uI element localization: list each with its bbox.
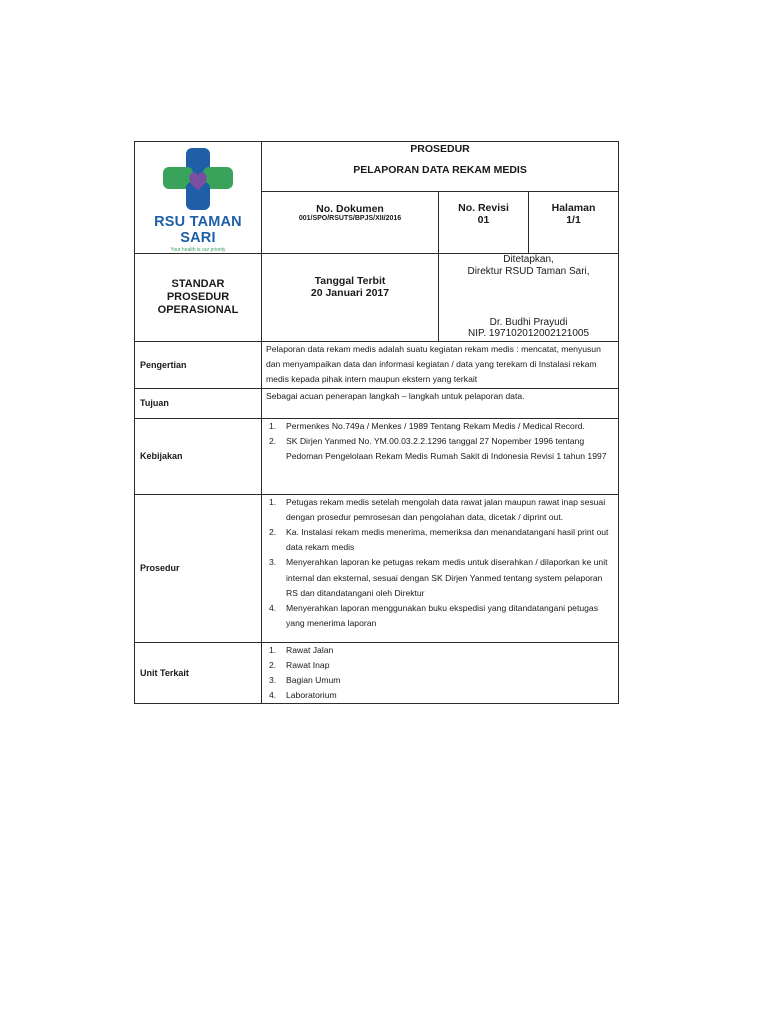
- issue-date-label: Tanggal Terbit: [314, 275, 386, 287]
- revision-value: 01: [477, 214, 490, 227]
- doc-number-label: No. Dokumen: [316, 203, 384, 216]
- doc-number-cell: [262, 192, 439, 254]
- tujuan-text: Sebagai acuan penerapan langkah – langkah untuk pelaporan data.: [262, 388, 619, 418]
- cross-heart-logo-icon: [159, 146, 237, 212]
- prosedur-list-cell: [262, 494, 619, 642]
- prosedur-item: Menyerahkan laporan ke petugas rekam medis untuk diserahkan / dilaporkan ke unit internal dan eksternal, sesuai dengan SK Dirjen Yanmed tentang system pelaporan RS dan ditandatangani oleh Direktur: [286, 557, 608, 598]
- sop-label-line-1: STANDAR: [171, 278, 225, 290]
- issue-date-value: 20 Januari 2017: [310, 287, 390, 299]
- revision-cell: [439, 192, 529, 254]
- page-label: Halaman: [551, 202, 596, 215]
- tujuan-label: Tujuan: [135, 388, 262, 418]
- document-title: PELAPORAN DATA REKAM MEDIS: [353, 164, 527, 176]
- sop-label-cell: [135, 254, 262, 342]
- kebijakan-item: SK Dirjen Yanmed No. YM.00.03.2.2.1296 tanggal 27 Nopember 1996 tentang Pedoman Pengelolaan Rekam Medis Rumah Sakit di Indonesia Revisi 1 tahun 1997: [286, 435, 607, 462]
- hospital-logo: [135, 142, 261, 253]
- issue-date-cell: [262, 254, 439, 342]
- unit-item: Rawat Jalan: [286, 644, 334, 655]
- sop-label-line-3: OPERASIONAL: [157, 304, 239, 316]
- approval-cell: [439, 254, 619, 342]
- page-cell: [529, 192, 619, 254]
- title-cell: [262, 142, 619, 192]
- document-type: PROSEDUR: [410, 143, 470, 155]
- sop-document: [134, 141, 619, 704]
- page-value: 1/1: [566, 214, 581, 227]
- prosedur-label: Prosedur: [135, 494, 262, 642]
- unit-item: Bagian Umum: [286, 675, 341, 686]
- approval-director: Direktur RSUD Taman Sari,: [467, 266, 590, 277]
- approval-nip: NIP. 197102012002121005: [467, 328, 590, 339]
- kebijakan-label: Kebijakan: [135, 418, 262, 494]
- pengertian-text: Pelaporan data rekam medis adalah suatu kegiatan rekam medis : mencatat, menyusun dan menyampaikan data dan informasi kegiatan / data yang terekam di Instalasi rekam medis kepada pihak intern maupun ekstern yang terkait: [262, 342, 619, 389]
- unit-terkait-label: Unit Terkait: [135, 642, 262, 704]
- kebijakan-item: Permenkes No.749a / Menkes / 1989 Tentang Rekam Medis / Medical Record.: [286, 420, 585, 431]
- kebijakan-list-cell: [262, 418, 619, 494]
- doc-number-value: 001/SPO/RSUTS/BPJS/XII/2016: [298, 215, 402, 223]
- unit-item: Laboratorium: [286, 690, 337, 701]
- unit-terkait-list-cell: [262, 642, 619, 704]
- prosedur-list: [266, 495, 614, 632]
- prosedur-item: Ka. Instalasi rekam medis menerima, memeriksa dan menandatangani hasil print out data rekam medis: [286, 527, 609, 553]
- pengertian-label: Pengertian: [135, 342, 262, 389]
- approval-label: Ditetapkan,: [503, 254, 554, 265]
- revision-label: No. Revisi: [458, 202, 509, 215]
- prosedur-item: Menyerahkan laporan menggunakan buku ekspedisi yang ditandatangani petugas yang menerima laporan: [286, 603, 598, 629]
- unit-terkait-list: [266, 643, 614, 704]
- approval-signer: Dr. Budhi Prayudi: [489, 317, 568, 328]
- unit-item: Rawat Inap: [286, 659, 330, 670]
- hospital-name: RSU TAMAN SARI: [154, 214, 242, 246]
- logo-cell: [135, 142, 262, 254]
- prosedur-item: Petugas rekam medis setelah mengolah data rawat jalan maupun rawat inap sesuai dengan prosedur pemrosesan dan pengolahan data, dicetak / diprint out.: [286, 496, 606, 522]
- hospital-tagline: Your health is our priority: [170, 247, 226, 253]
- sop-label-line-2: PROSEDUR: [166, 291, 230, 303]
- kebijakan-list: [266, 419, 614, 465]
